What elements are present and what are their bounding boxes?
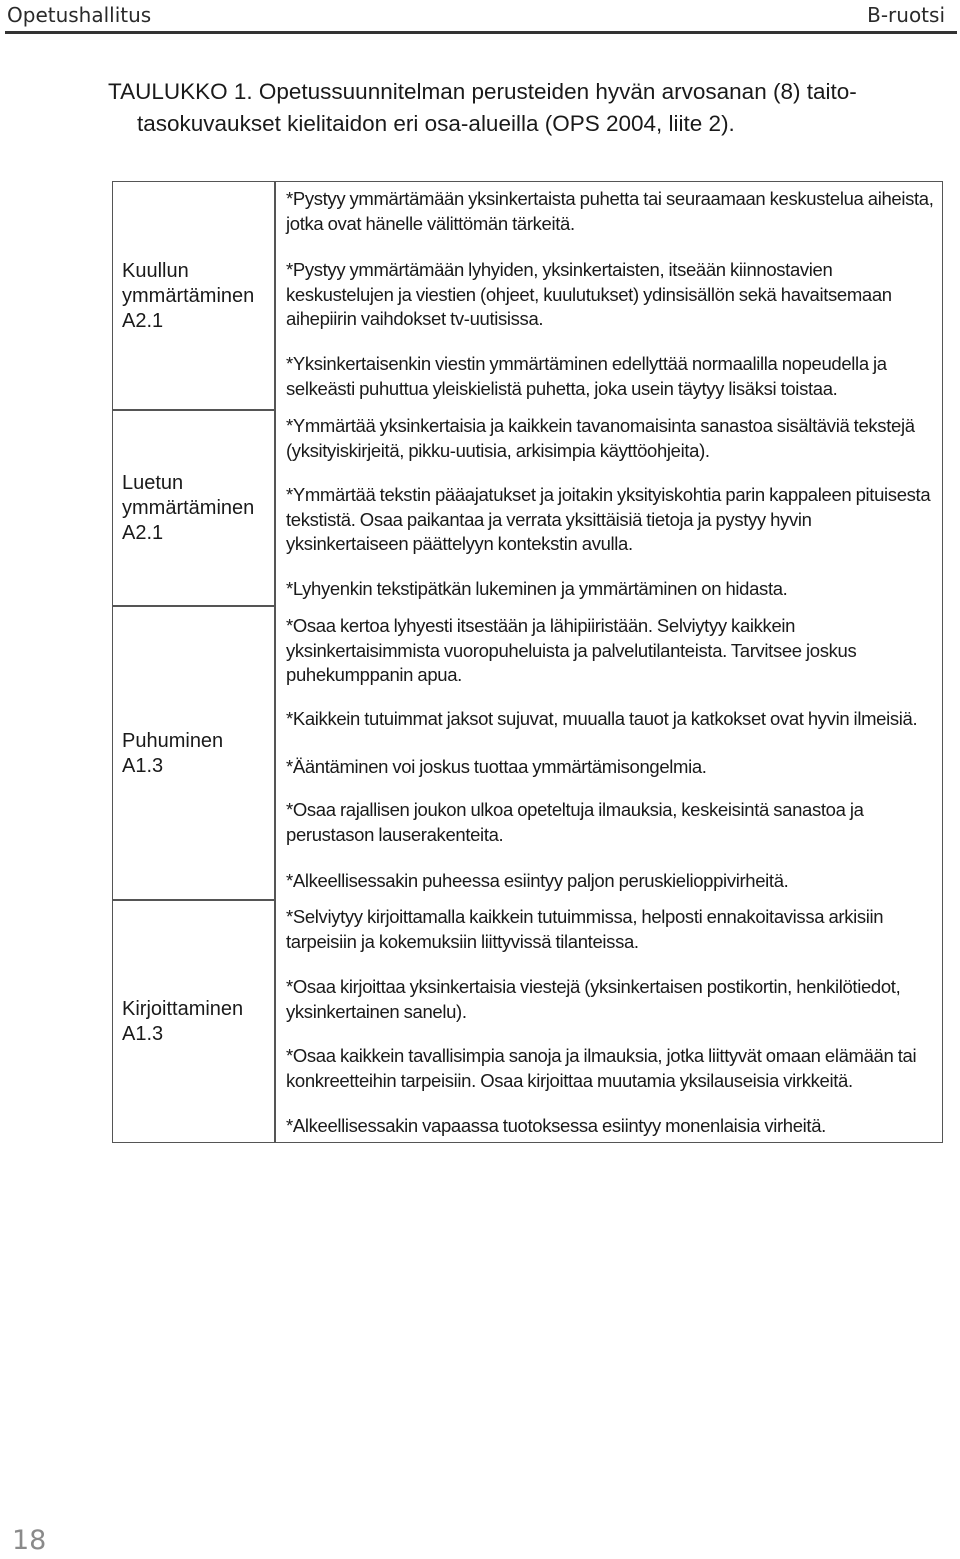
description-item: *Alkeellisessakin vapaassa tuotoksessa esiintyy monenlaisia virheitä. [286, 1115, 826, 1136]
skill-cell-reading [122, 471, 262, 546]
skill-level: A2.1 [122, 310, 164, 332]
skill-cell-listening [122, 259, 262, 334]
description-item: *Ymmärtää tekstin pääajatukset ja joitakin yksityiskohtia parin kappaleen pituisesta tekstistä. Osaa paikantaa ja verrata yksittäisiä tietoja ja pystyy hyvin yksinkertaiseen päättelyyn kontekstin avulla. [286, 484, 931, 554]
description-item: *Lyhyenkin tekstipätkän lukeminen ja ymmärtäminen on hidasta. [286, 578, 788, 599]
caption-line-2: tasokuvaukset kielitaidon eri osa-alueilla (OPS 2004, liite 2). [137, 111, 735, 136]
skill-cell-writing [122, 997, 243, 1047]
row-divider [112, 899, 275, 901]
description-item: *Selviytyy kirjoittamalla kaikkein tutuimmissa, helposti ennakoitavissa arkisiin tarpeisiin ja kokemuksiin liittyvissä tilanteissa. [286, 906, 884, 952]
description-item: *Kaikkein tutuimmat jaksot sujuvat, muualla tauot ja katkokset ovat hyvin ilmeisiä. [286, 708, 918, 729]
description-item: *Ymmärtää yksinkertaisia ja kaikkein tavanomaisinta sanastoa sisältäviä tekstejä (yksityiskirjeitä, pikku-uutisia, arkisimpia käyttöohjeita). [286, 415, 915, 461]
skill-name: Luetun ymmärtäminen [122, 472, 255, 519]
description-item: *Yksinkertaisenkin viestin ymmärtäminen edellyttää normaalilla nopeudella ja selkeästi puhuttua yleiskielistä puhetta, joka usein täytyy lisäksi toistaa. [286, 353, 887, 399]
skill-name: Kuullun ymmärtäminen [122, 260, 255, 307]
skill-name: Kirjoittaminen [122, 998, 244, 1020]
caption-line-1: TAULUKKO 1. Opetussuunnitelman perusteiden hyvän arvosanan (8) taito- [108, 79, 857, 104]
row-divider [112, 409, 275, 411]
skill-name: Puhuminen [122, 730, 224, 752]
publisher-name: Opetushallitus [7, 3, 152, 27]
page-number: 18 [12, 1525, 47, 1556]
description-item: *Pystyy ymmärtämään yksinkertaista puhetta tai seuraamaan keskustelua aiheista, jotka ovat hänelle välittömän tärkeitä. [286, 188, 934, 234]
skill-cell-speaking [122, 729, 223, 779]
description-item: *Osaa kirjoittaa yksinkertaisia viestejä (yksinkertaisen postikortin, henkilötiedot, yksinkertainen sanelu). [286, 976, 901, 1022]
subject-name: B-ruotsi [867, 3, 945, 27]
row-divider [112, 605, 275, 607]
description-item: *Ääntäminen voi joskus tuottaa ymmärtämisongelmia. [286, 756, 707, 777]
column-divider [274, 181, 276, 1143]
skill-level: A2.1 [122, 522, 164, 544]
description-item: *Osaa kaikkein tavallisimpia sanoja ja ilmauksia, jotka liittyvät omaan elämään tai konkreetteihin tarpeisiin. Osaa kirjoittaa muutamia yksilauseisia virkkeitä. [286, 1045, 917, 1091]
skill-level: A1.3 [122, 1023, 164, 1045]
description-item: *Pystyy ymmärtämään lyhyiden, yksinkertaisten, itseään kiinnostavien keskustelujen ja viestien (ohjeet, kuulutukset) ydinsisällön sekä havaitsemaan aihepiirin vaihdokset tv-uutisissa. [286, 259, 892, 329]
skill-level: A1.3 [122, 755, 164, 777]
description-item: *Alkeellisessakin puheessa esiintyy paljon peruskielioppivirheitä. [286, 870, 789, 891]
description-item: *Osaa rajallisen joukon ulkoa opeteltuja ilmauksia, keskeisintä sanastoa ja perustason lauserakenteita. [286, 799, 864, 845]
table-caption [108, 76, 938, 140]
running-header [5, 0, 957, 34]
description-item: *Osaa kertoa lyhyesti itsestään ja lähipiiristään. Selviytyy kaikkein yksinkertaisimmista vuoropuheluista ja palvelutilanteista. Tarvitsee joskus puhekumppanin apua. [286, 615, 857, 685]
